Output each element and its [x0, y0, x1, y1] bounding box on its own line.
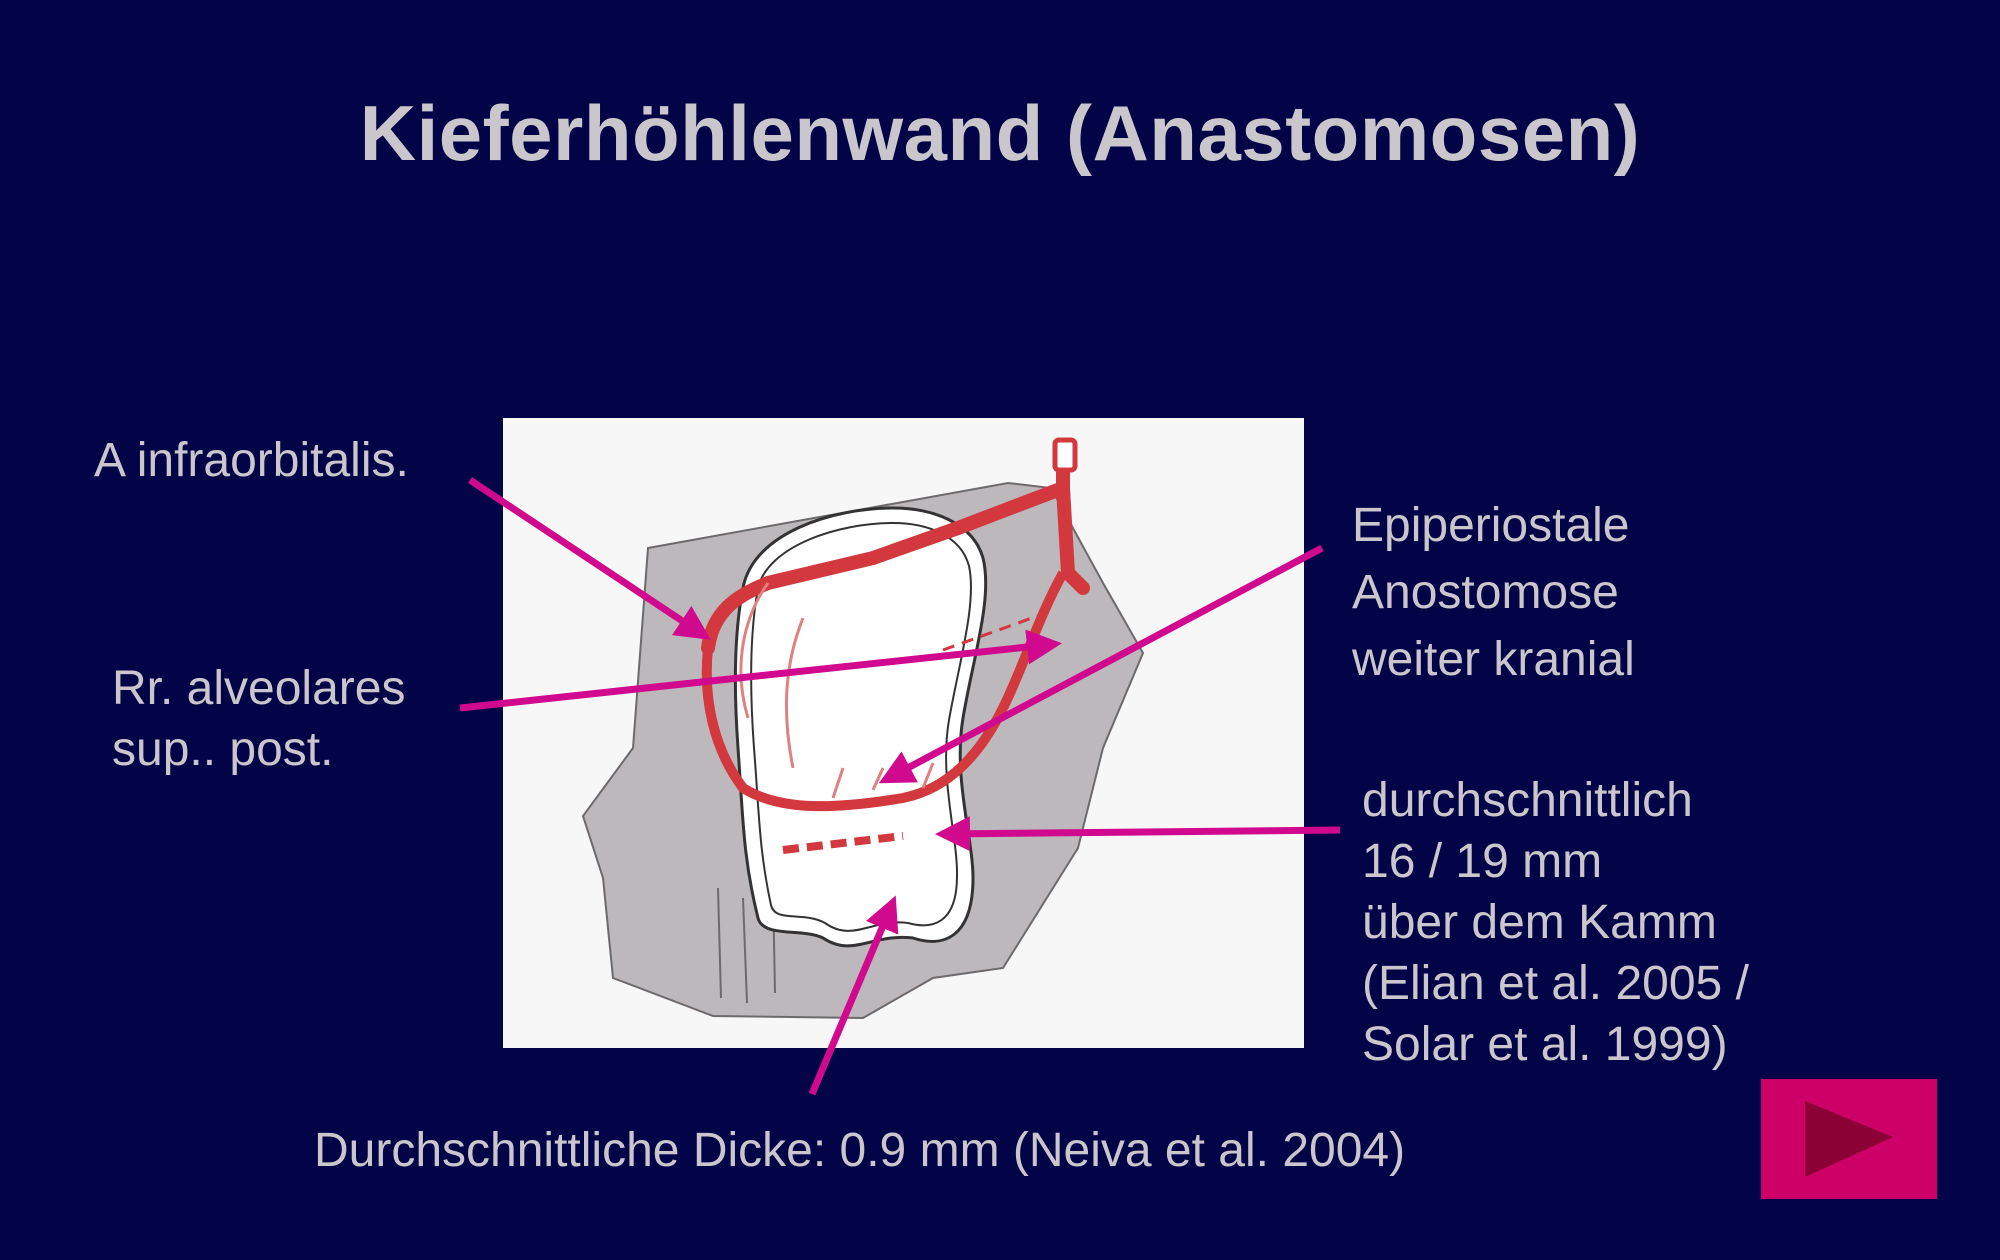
- label-dicke: Durchschnittliche Dicke: 0.9 mm (Neiva et al. 2004): [314, 1124, 1406, 1177]
- arrow-alveolares: [460, 644, 1055, 708]
- play-triangle-icon: [1761, 1079, 1937, 1199]
- label-line: 16 / 19 mm: [1362, 835, 1603, 888]
- label-rr-alveolares: [112, 658, 405, 780]
- label-line: sup.. post.: [112, 723, 334, 776]
- label-line: über dem Kamm: [1362, 896, 1717, 949]
- next-slide-button[interactable]: [1761, 1079, 1937, 1199]
- label-line: durchschnittlich: [1362, 774, 1693, 827]
- label-durchschnittlich: [1362, 770, 1749, 1075]
- label-line: Solar et al. 1999): [1362, 1018, 1728, 1071]
- label-line: (Elian et al. 2005 /: [1362, 957, 1749, 1010]
- arrow-dicke: [812, 902, 893, 1094]
- label-a-infraorbitalis: [94, 430, 409, 491]
- label-line: weiter kranial: [1352, 633, 1635, 686]
- label-line: A infraorbitalis.: [94, 434, 409, 487]
- label-epiperiostale: [1352, 492, 1635, 693]
- arrow-epiperiostale: [885, 548, 1322, 780]
- arrow-infraorbitalis: [470, 480, 705, 636]
- label-line: Anostomose: [1352, 566, 1619, 619]
- label-line: Epiperiostale: [1352, 499, 1630, 552]
- slide-title: Kieferhöhlenwand (Anastomosen): [359, 89, 1641, 177]
- arrow-durchschnitt: [942, 830, 1340, 834]
- label-line: Rr. alveolares: [112, 662, 406, 715]
